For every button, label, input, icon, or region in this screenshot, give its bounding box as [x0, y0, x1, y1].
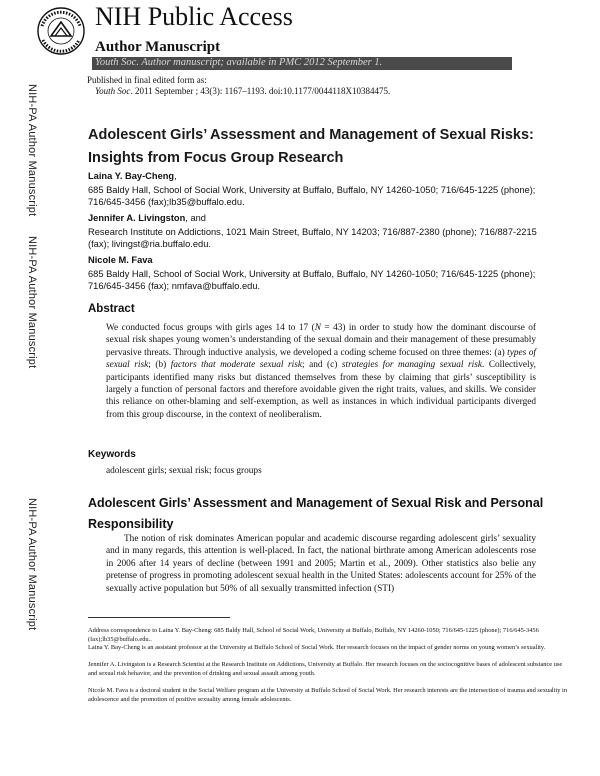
author-affiliation: Research Institute on Addictions, 1021 Main Street, Buffalo, NY 14203; 716/887-2380 (phone); 716/887-2215 (fax); livingst@ria.buffalo.edu. [88, 227, 537, 249]
citation-details: . 2011 September ; 43(3): 1167–1193. doi:10.1177/0044118X10384475. [130, 86, 391, 96]
author-affiliation: 685 Baldy Hall, School of Social Work, University at Buffalo, Buffalo, NY 14260-1050; 716/645-1225 (phone); 716/645-3456 (fax); nmfava@buffalo.edu. [88, 269, 536, 291]
footnote: Laina Y. Bay-Cheng is an assistant professor at the University at Buffalo School of Social Work. Her research focuses on the impact of gender norms on young women’s sexuality. [88, 644, 546, 651]
footnote: Address correspondence to Laina Y. Bay-Cheng: 685 Baldy Hall, School of Social Work, University at Buffalo, Buffalo, NY 14260-1050; 716/645-1225 (phone); 716/645-3456 (fax);lb35@buffalo.edu.. [88, 627, 539, 643]
side-label-middle: NIH-PA Author Manuscript [26, 236, 38, 369]
author-name: Laina Y. Bay-Cheng, [88, 171, 177, 181]
published-in-label: Published in final edited form as: [87, 75, 207, 85]
section-paragraph: The notion of risk dominates American popular and academic discourse regarding adolescent girls’ sexuality and in many regards, this attention is well-placed. In fact, the national birthrate among American adolescents rose in 2006 after 14 years of decline (between 1991 and 2005; Martin et al., 2009). Other statistics also belie any pretense of progress in promoting adolescent sexual health in the United States: adolescents account for 25% of the sexually active population but 50% of all sexually transmitted infection (STI) [106, 534, 536, 594]
footnote: Nicole M. Fava is a doctoral student in the Social Welfare program at the University at Buffalo School of Social Work. Her research interests are the intersection of trauma and sexuality in adolescence and the promotion of positive sexuality among female adolescents. [88, 687, 568, 703]
footnote-divider [88, 617, 230, 618]
keywords-heading: Keywords [88, 449, 136, 460]
journal-name: Youth Soc [95, 86, 131, 96]
citation-line [95, 86, 390, 96]
section-heading: Adolescent Girls’ Assessment and Management of Sexual Risk and Personal Responsibility [88, 496, 544, 531]
footnote: Jennifer A. Livingston is a Research Scientist at the Research Institute on Addictions, University at Buffalo. Her research focuses on the sociocognitive bases of adolescent substance use and sexual risk behavior, and the prevention of drinking and sexual assault among youth. [88, 661, 563, 677]
author-affiliation: 685 Baldy Hall, School of Social Work, University at Buffalo, Buffalo, NY 14260-1050; 716/645-1225 (phone); 716/645-3456 (fax);lb35@buffalo.edu. [88, 185, 536, 207]
availability-note: Youth Soc. Author manuscript; available in PMC 2012 September 1. [95, 57, 383, 68]
author-name: Nicole M. Fava [88, 255, 153, 265]
side-label-bottom: NIH-PA Author Manuscript [26, 498, 38, 631]
author-manuscript-subtitle: Author Manuscript [95, 39, 221, 55]
side-label-top: NIH-PA Author Manuscript [26, 84, 38, 217]
author-name: Jennifer A. Livingston, and [88, 213, 206, 223]
nih-seal-logo [36, 6, 86, 68]
paper-title: Adolescent Girls’ Assessment and Management of Sexual Risks: Insights from Focus Group Research [88, 127, 534, 166]
nih-public-access-title: NIH Public Access [95, 2, 293, 31]
abstract-text: We conducted focus groups with girls ages 14 to 17 (N = 43) in order to study how the dominant discourse of sexual risk shapes young women’s understanding of the sexual domain and their management of these presumably pervasive threats. Through inductive analysis, we developed a coding scheme focused on three themes: (a) types of sexual risk; (b) factors that moderate sexual risk; and (c) strategies for managing sexual risk. Collectively, participants identified many risks but distanced themselves from these by claiming that girls’ susceptibility is largely a function of personal factors and therefore avoidable given the right traits, values, and skills. We consider this reliance on other-blaming and self-exemption, as well as instances in which individual participants diverged from this group discourse, in the context of neoliberalism. [106, 323, 537, 420]
abstract-heading: Abstract [88, 303, 135, 315]
keywords-text: adolescent girls; sexual risk; focus groups [106, 466, 262, 476]
